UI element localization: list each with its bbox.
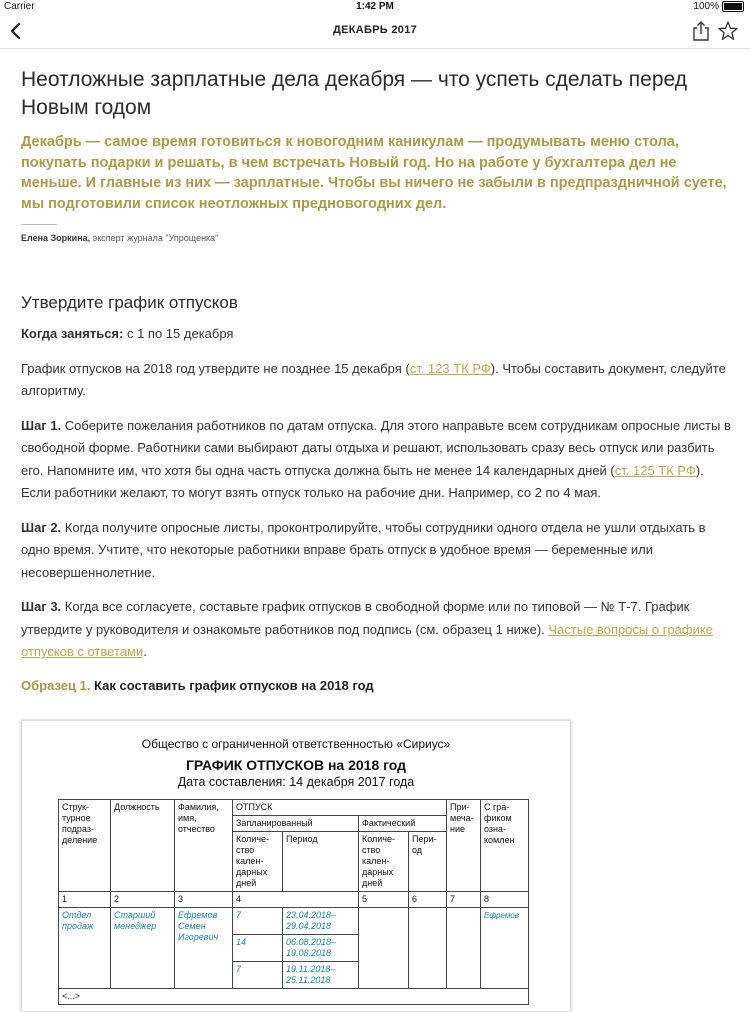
intro-paragraph (21, 358, 733, 403)
issue-title: ДЕКАБРЬ 2017 (332, 24, 418, 36)
doc-title: ГРАФИК ОТПУСКОВ на 2018 год (185, 757, 407, 773)
header-cell: Период (283, 832, 359, 892)
cell-signature: Ефремов (481, 908, 529, 989)
cell-period: 23.04.2018– 29.04.2018 (283, 908, 359, 935)
sample-label: Образец 1. (21, 677, 91, 693)
author-role: эксперт журнала "Упрощенка" (90, 233, 219, 243)
cell-period: 06.08.2018– 19.08.2018 (283, 935, 359, 962)
cell-name: Ефремов Семен Игоревич (175, 908, 233, 989)
step-3-label: Шаг 3. (21, 599, 62, 614)
when-paragraph (21, 323, 733, 346)
cell-empty (409, 908, 447, 989)
doc-date: Дата составления: 14 декабря 2017 года (177, 775, 415, 789)
cell-days: 7 (233, 962, 283, 989)
column-number-row (59, 892, 529, 908)
step-3-text: Когда все согласуете, составьте график отпусков в свободной форме или по типовой — № Т-7. График утвердите у руководителя и ознакомьте работников под подпись (см. образец 1 ниже). (21, 599, 690, 637)
step-2-label: Шаг 2. (21, 519, 62, 535)
section-title: Утвердите график отпусков (21, 293, 238, 312)
table-header-row (59, 800, 529, 816)
doc-organization: Общество с ограниченной ответственностью «Сириус» (141, 737, 451, 751)
cell-empty (359, 908, 409, 989)
header-cell: Количе-ство кален-дарных дней (359, 832, 409, 892)
sample-title: Как составить график отпусков на 2018 год (90, 677, 374, 693)
article-title: Неотложные зарплатные дела декабря — что успеть сделать перед Новым годом (21, 68, 687, 119)
step-3-tail: . (143, 644, 147, 659)
battery-percent: 100% (693, 1, 719, 12)
step-2-paragraph (21, 517, 733, 585)
link-article-125[interactable]: ст. 125 ТК РФ (614, 462, 696, 478)
step-1-text: Соберите пожелания работников по датам отпуска. Для этого направьте всем сотрудникам опросные листы в свободной форме. Работники сами выбирают даты отдыха и решают, использовать сразу весь отпуск или разбить его. Напомните им, что хотя бы одна часть отпуска должна быть не менее 14 календарных дней ( (21, 417, 731, 478)
header-cell: Пери-од (409, 832, 447, 892)
cell-days: 7 (233, 908, 283, 935)
author-name: Елена Зоркина, (21, 233, 91, 243)
author-line (21, 233, 733, 243)
column-number: 5 (359, 892, 409, 908)
when-label: Когда заняться: (21, 326, 124, 341)
table-row (59, 908, 529, 935)
table-row (59, 989, 529, 1005)
status-bar (0, 0, 750, 14)
bookmark-star-icon[interactable] (718, 20, 738, 42)
vacation-schedule-table (58, 799, 529, 1005)
battery-icon (722, 1, 744, 12)
cell-position: Старший менеджер (111, 908, 175, 989)
header-cell: Количе-ство кален-дарных дней (233, 832, 283, 892)
cell-empty (447, 908, 481, 989)
cell-unit: Отдел продаж (59, 908, 111, 989)
column-number: 3 (175, 892, 233, 908)
step-1-paragraph (21, 415, 733, 505)
clock: 1:42 PM (356, 1, 394, 12)
column-number: 1 (59, 892, 111, 908)
column-number: 4 (233, 892, 359, 908)
header-cell: Фамилия, имя, отчество (175, 800, 233, 892)
step-1-label: Шаг 1. (21, 417, 62, 433)
author-divider (21, 224, 57, 225)
cell-ellipsis: <...> (59, 989, 529, 1005)
header-cell: С гра-фиком озна-комлен (481, 800, 529, 892)
column-number: 7 (447, 892, 481, 908)
header-cell: Запланированный (233, 816, 359, 832)
header-cell: Струк-турное подраз-деление (59, 800, 111, 892)
cell-period: 19.11.2018– 25.11.2018 (283, 962, 359, 989)
sample-caption (21, 678, 733, 693)
share-icon[interactable] (692, 20, 710, 42)
header-cell: Должность (111, 800, 175, 892)
header-cell: При-меча-ние (447, 800, 481, 892)
navigation-bar (0, 14, 750, 49)
step-1-tail: ). Если работники желают, то могут взять отпуск только на рабочие дни. Например, со 2 по 4 мая. (21, 462, 704, 500)
link-faq-vacation-schedule[interactable]: Частые вопросы о графике отпусков с ответами (21, 621, 713, 659)
link-article-123[interactable]: ст. 123 ТК РФ (409, 360, 491, 376)
sample-document-image (21, 720, 571, 1012)
article-lead: Декабрь — самое время готовиться к новогодним каникулам — продумывать меню стола, покупать подарки и решать, в чем встречать Новый год. Но на работе у бухгалтера дел не меньше. И главные из них — зарплатные. Чтобы вы ничего не забыли в предпраздничной суете, мы подготовили список неотложных предновогодних дел. (21, 134, 727, 212)
when-value: с 1 по 15 декабря (123, 326, 234, 341)
battery-indicator (693, 1, 744, 12)
step-2-text: Когда получите опросные листы, проконтролируйте, чтобы сотрудники одного отдела не ушли отдыхать в одно время. Учтите, что некоторые работники вправе брать отпуск в удобное время — беременные или несовершеннолетние. (21, 519, 706, 580)
column-number: 2 (111, 892, 175, 908)
header-cell: ОТПУСК (233, 800, 447, 816)
column-number: 8 (481, 892, 529, 908)
header-cell: Фактический (359, 816, 447, 832)
intro-tail: ). Чтобы составить документ, следуйте алгоритму. (21, 360, 726, 398)
carrier-label: Carrier (4, 1, 35, 12)
article-body (21, 66, 733, 693)
intro-text: График отпусков на 2018 год утвердите не позднее 15 декабря ( (21, 360, 410, 376)
cell-days: 14 (233, 935, 283, 962)
column-number: 6 (409, 892, 447, 908)
step-3-paragraph (21, 596, 733, 664)
